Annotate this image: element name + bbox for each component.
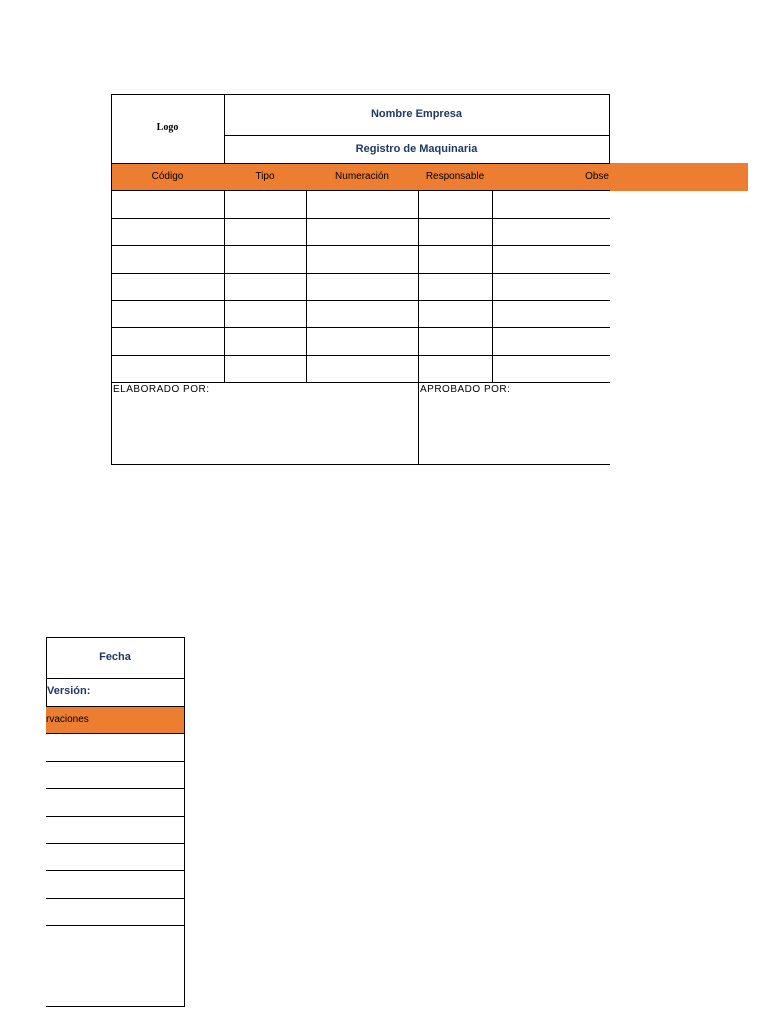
column-header-observaciones: Obse [585,171,609,182]
continuation-border-bottom [46,1006,185,1007]
table-border-right [609,94,610,163]
date-label: Fecha [99,651,131,663]
row-line [46,761,185,762]
date-divider [46,678,185,679]
column-header-tipo: Tipo [255,171,275,182]
row-line [111,355,610,356]
row-line [46,816,185,817]
column-header-responsable: Responsable [425,171,485,182]
column-divider [492,190,493,382]
row-line [46,788,185,789]
row-line [46,843,185,844]
row-line [111,245,610,246]
company-name: Nombre Empresa [370,108,463,120]
logo-placeholder: Logo [156,122,179,133]
title-divider [224,135,610,136]
continuation-header-bottom [46,733,185,734]
column-divider [306,190,307,382]
table-border-left [111,94,112,465]
prepared-by-label: ELABORADO POR: [113,384,210,395]
column-header-observaciones-continued: rvaciones [46,714,89,725]
column-header-codigo: Código [151,171,184,182]
form-title: Registro de Maquinaria [355,143,478,155]
table-border-top [111,94,610,95]
continuation-border-right [184,637,185,1007]
row-line [46,925,185,926]
row-line [111,327,610,328]
table-border-bottom [111,464,610,465]
column-header-numeracion: Numeración [335,171,389,182]
version-label: Versión: [47,685,91,697]
version-divider [46,706,185,707]
header-divider [111,163,610,164]
approved-by-label: APROBADO POR: [420,384,511,395]
row-line [111,218,610,219]
column-divider [224,190,225,382]
row-line [111,273,610,274]
column-divider [418,190,419,465]
row-line [46,870,185,871]
header-bottom [111,190,610,191]
row-line [111,300,610,301]
row-line [111,382,610,383]
row-line [46,898,185,899]
continuation-border-top [46,637,185,638]
